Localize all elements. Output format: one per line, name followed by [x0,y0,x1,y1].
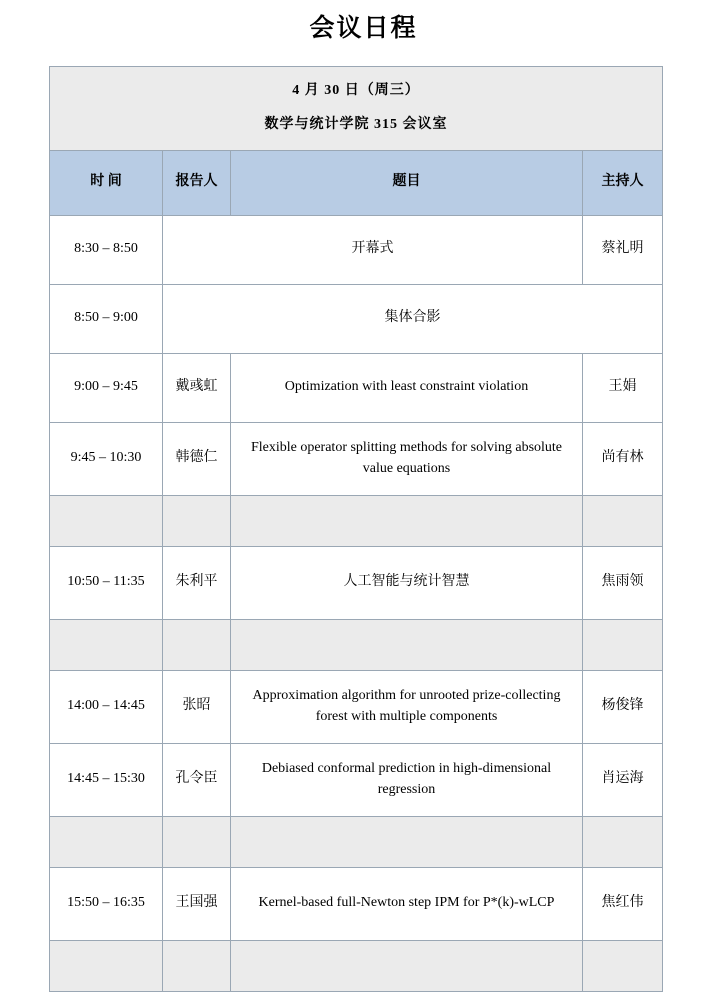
cell-speaker [163,816,231,867]
cell-topic: 人工智能与统计智慧 [231,546,583,619]
cell-topic [231,940,583,991]
cell-topic: Flexible operator splitting methods for solving absolute value equations [231,422,583,495]
table-row [50,284,663,353]
cell-time: 9:45 – 10:30 [50,422,163,495]
schedule-table-wrapper [49,66,662,992]
column-header-row [50,150,663,215]
cell-speaker: 王国强 [163,867,231,940]
cell-chair: 焦雨领 [583,546,663,619]
cell-speaker: 孔令臣 [163,743,231,816]
schedule-table-body [50,67,663,992]
table-row [50,422,663,495]
cell-chair [583,619,663,670]
cell-chair: 尚有林 [583,422,663,495]
cell-chair: 杨俊锋 [583,670,663,743]
cell-speaker: 戴彧虹 [163,353,231,422]
break-row [50,940,663,991]
cell-chair [583,816,663,867]
cell-speaker: 韩德仁 [163,422,231,495]
table-row [50,670,663,743]
cell-chair [583,940,663,991]
cell-time [50,619,163,670]
column-header-speaker: 报告人 [163,150,231,215]
cell-speaker: 张昭 [163,670,231,743]
schedule-table [49,66,663,992]
cell-topic: Kernel-based full-Newton step IPM for P*(k)-wLCP [231,867,583,940]
cell-time: 14:45 – 15:30 [50,743,163,816]
cell-chair: 肖运海 [583,743,663,816]
cell-topic: Optimization with least constraint violation [231,353,583,422]
cell-time: 14:00 – 14:45 [50,670,163,743]
cell-speaker [163,940,231,991]
cell-time [50,940,163,991]
cell-topic: 开幕式 [163,215,583,284]
column-header-topic: 题目 [231,150,583,215]
meeting-venue: 数学与统计学院 315 会议室 [264,117,448,133]
table-row [50,353,663,422]
table-row [50,743,663,816]
table-row [50,215,663,284]
break-row [50,619,663,670]
page-title: 会议日程 [309,14,418,42]
cell-speaker [163,619,231,670]
cell-time: 10:50 – 11:35 [50,546,163,619]
cell-topic: Debiased conformal prediction in high-dimensional regression [231,743,583,816]
cell-chair [583,495,663,546]
cell-time: 15:50 – 16:35 [50,867,163,940]
cell-time [50,495,163,546]
column-header-time: 时 间 [50,150,163,215]
meeting-date: 4 月 30 日（周三） [292,83,420,98]
cell-time [50,816,163,867]
break-row [50,816,663,867]
meeting-header-cell [50,67,663,151]
cell-topic [231,495,583,546]
table-header-row [50,67,663,151]
cell-time: 8:50 – 9:00 [50,284,163,353]
cell-topic: Approximation algorithm for unrooted prize-collecting forest with multiple components [231,670,583,743]
cell-chair: 王娟 [583,353,663,422]
cell-topic [231,816,583,867]
cell-topic [231,619,583,670]
cell-chair: 蔡礼明 [583,215,663,284]
cell-chair: 焦红伟 [583,867,663,940]
cell-speaker: 朱利平 [163,546,231,619]
cell-speaker [163,495,231,546]
table-row [50,546,663,619]
break-row [50,495,663,546]
cell-topic: 集体合影 [163,284,663,353]
cell-time: 9:00 – 9:45 [50,353,163,422]
column-header-chair: 主持人 [583,150,663,215]
cell-time: 8:30 – 8:50 [50,215,163,284]
